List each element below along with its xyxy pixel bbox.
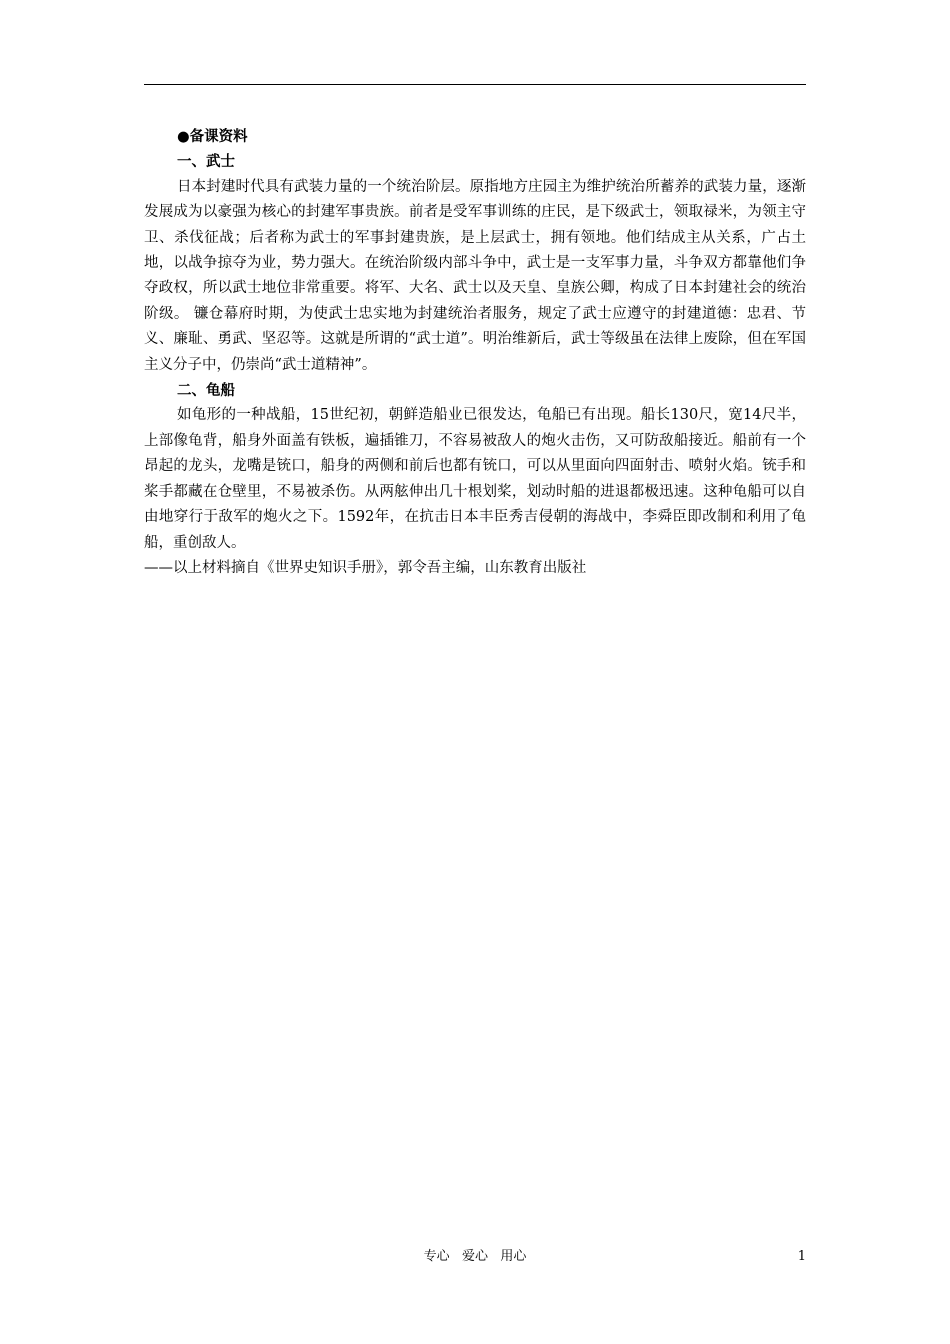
turtle-ship-heading: 二、龟船 — [177, 382, 235, 400]
document-body — [144, 124, 806, 581]
section-title: ●备课资料 — [177, 128, 248, 145]
turtle-ship-paragraph: 如龟形的一种战船，15世纪初，朝鲜造船业已很发达，龟船已有出现。船长130尺，宽14尺半，上部像龟背，船身外面盖有铁板，遍插锥刀，不容易被敌人的炮火击伤，又可防敌船接近。船前有一个昂起的龙头，龙嘴是铳口，船身的两侧和前后也都有铳口，可以从里面向四面射击、喷射火焰。铳手和桨手都藏在仓壁里，不易被杀伤。从两舷伸出几十根划桨，划动时船的进退都极迅速。这种龟船可以自由地穿行于敌军的炮火之下。1592年，在抗击日本丰臣秀吉侵朝的海战中，李舜臣即改制和利用了龟船，重创敌人。 — [144, 407, 806, 551]
page-number: 1 — [797, 1249, 806, 1264]
samurai-paragraph: 日本封建时代具有武装力量的一个统治阶层。原指地方庄园主为维护统治所蓄养的武装力量，逐渐发展成为以豪强为核心的封建军事贵族。前者是受军事训练的庄民，是下级武士，领取禄米，为领主守卫、杀伐征战；后者称为武士的军事封建贵族，是上层武士，拥有领地。他们结成主从关系，广占土地，以战争掠夺为业，势力强大。在统治阶级内部斗争中，武士是一支军事力量，斗争双方都靠他们争夺政权，所以武士地位非常重要。将军、大名、武士以及天皇、皇族公卿，构成了日本封建社会的统治阶级。 镰仓幕府时期，为使武士忠实地为封建统治者服务，规定了武士应遵守的封建道德：忠君、节义、廉耻、勇武、坚忍等。这就是所谓的“武士道”。明治维新后，武士等级虽在法律上废除，但在军国主义分子中，仍崇尚“武士道精神”。 — [144, 178, 806, 373]
source-note: ——以上材料摘自《世界史知识手册》，郭令吾主编，山东教育出版社 — [144, 559, 587, 576]
footer-motto: 专心 爱心 用心 — [423, 1249, 527, 1264]
header-rule — [144, 84, 806, 85]
samurai-heading: 一、武士 — [177, 153, 235, 171]
